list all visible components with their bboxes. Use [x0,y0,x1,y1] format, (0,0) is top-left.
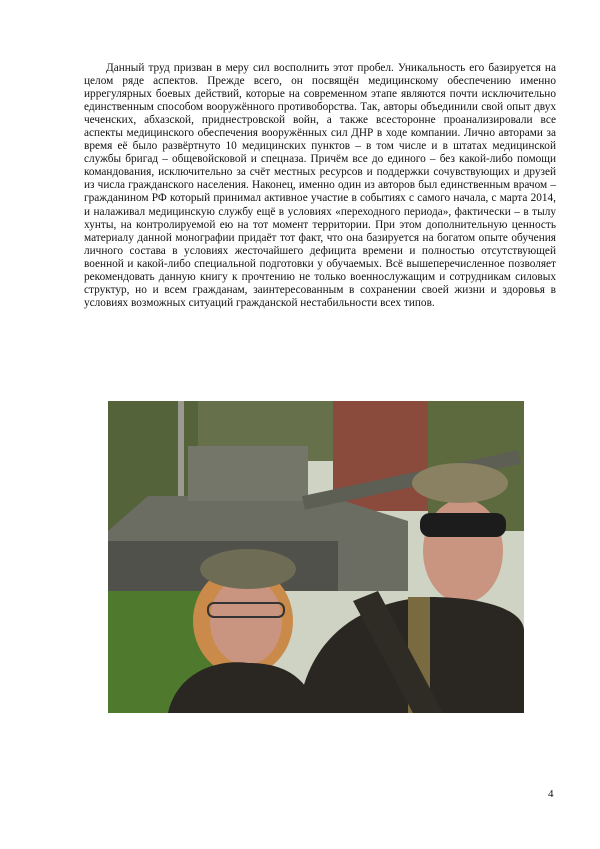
photo-person-right-goggles [420,513,506,537]
photo-person-right-cap [412,463,508,503]
photo-two-people-tank [108,401,524,713]
photo-person-left-face [210,577,282,665]
photo-tank-turret [188,446,308,501]
body-paragraph: Данный труд призван в меру сил восполнить этот пробел. Уникальность его базируется на целом ряде аспектов. Прежде всего, он посвящён медицинскому обеспечению именно иррегулярных боевых действий, которые на современном этапе являются почти исключительно единственным способом вооружённого противоборства. Так, авторы объединили свой опыт двух чеченских, абхазской, приднестровской войн, а также всесторонне проанализировали все аспекты медицинского обеспечения вооружённых сил ДНР в ходе компании. Лично авторами за время её было развёртнуто 10 медицинских пунктов – в том числе и в штатах медицинской службы бригад – общевойсковой и спецназа. Причём все до единого – без какой-либо помощи командования, исключительно за счёт местных ресурсов и поддержки сочувствующих и друзей из числа гражданского населения. Наконец, именно один из авторов был единственным врачом – гражданином РФ который принимал активное участие в событиях с самого начала, с марта 2014, и налаживал медицинскую службу ещё в условиях «переходного периода», фактически – в тылу хунты, на контролируемой ею на тот момент территории. При этом дополнительную ценность материалу данной монографии придаёт тот факт, что она базируется на богатом опыте обучения личного состава в условиях жесточайшего дефицита времени и полностью отсутствующей военной и какой-либо специальной подготовки у обучаемых. Всё вышеперечисленное позволяет рекомендовать данную книгу к прочтению не только военнослужащим и сотрудникам силовых структур, но и всем гражданам, заинтересованным в сохранении своей жизни и здоровья в условиях возможных ситуаций гражданской нестабильности всех типов. [84,62,556,309]
photo-illustration [108,401,524,713]
photo-person-left-cap [200,549,296,589]
page-number: 4 [548,788,554,800]
